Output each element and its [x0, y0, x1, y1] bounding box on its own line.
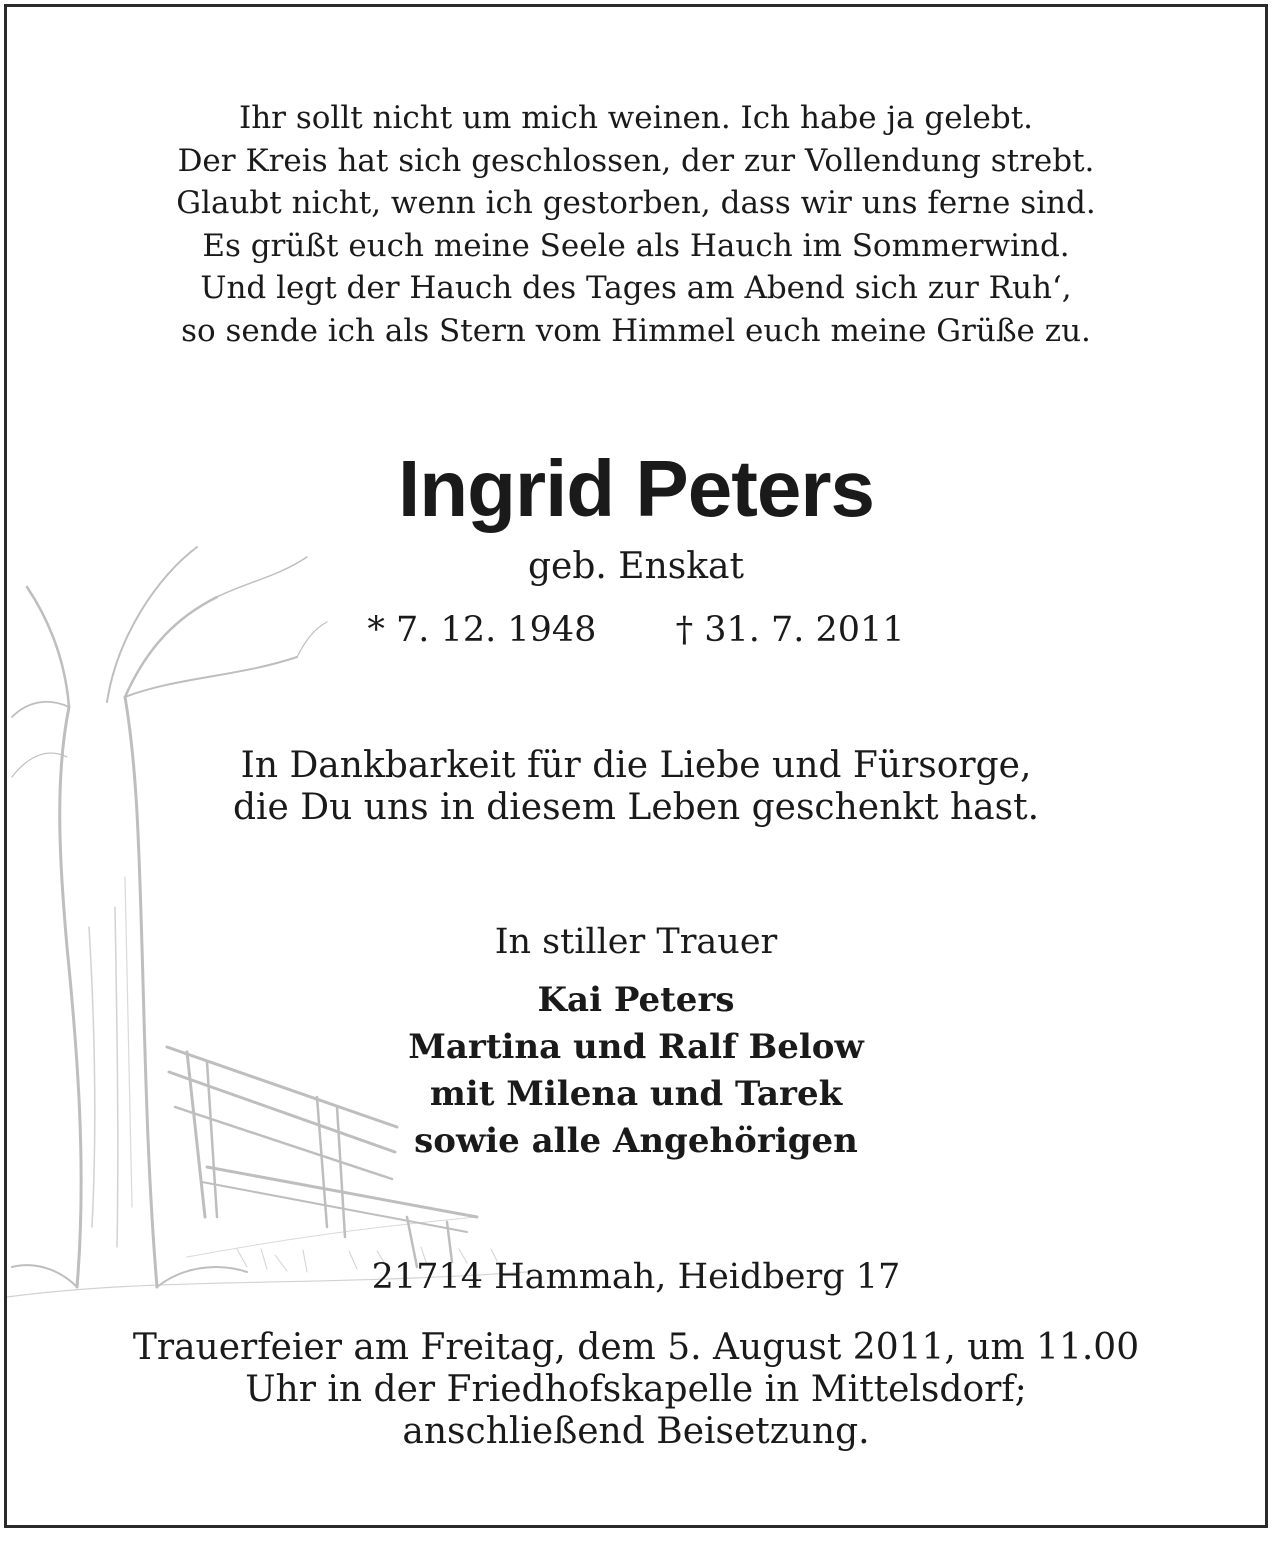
thanks-line: In Dankbarkeit für die Liebe und Fürsorge, — [240, 745, 1032, 786]
death-date: † 31. 7. 2011 — [675, 610, 905, 650]
poem-line: Ihr sollt nicht um mich weinen. Ich habe ja gelebt. — [238, 100, 1034, 136]
ceremony-line: Uhr in der Friedhofskapelle in Mittelsdorf; — [245, 1369, 1027, 1410]
poem — [7, 97, 1265, 352]
deceased-name: Ingrid Peters — [397, 444, 875, 533]
thanks-text — [7, 745, 1265, 829]
address: 21714 Hammah, Heidberg 17 — [371, 1257, 901, 1297]
poem-line: Glaubt nicht, wenn ich gestorben, dass wir uns ferne sind. — [176, 185, 1096, 221]
ceremony-info — [7, 1327, 1265, 1453]
poem-line: so sende ich als Stern vom Himmel euch meine Grüße zu. — [181, 312, 1091, 349]
poem-line: Es grüßt euch meine Seele als Hauch im Sommerwind. — [202, 227, 1070, 264]
poem-line: Und legt der Hauch des Tages am Abend sich zur Ruh‘, — [200, 270, 1072, 306]
mourner-name: sowie alle Angehörigen — [414, 1121, 858, 1161]
mourner-name: Kai Peters — [537, 980, 735, 1020]
thanks-line: die Du uns in diesem Leben geschenkt hast. — [232, 787, 1040, 828]
poem-line: Der Kreis hat sich geschlossen, der zur Vollendung strebt. — [177, 142, 1095, 179]
obituary-notice — [4, 4, 1268, 1528]
mourner-name: mit Milena und Tarek — [429, 1074, 843, 1114]
mourner-name: Martina und Ralf Below — [408, 1027, 864, 1067]
life-dates — [7, 607, 1265, 653]
ceremony-line: Trauerfeier am Freitag, dem 5. August 2011, um 11.00 — [132, 1327, 1140, 1368]
maiden-name: geb. Enskat — [528, 546, 744, 587]
birth-date: * 7. 12. 1948 — [367, 610, 597, 650]
ceremony-line: anschließend Beisetzung. — [402, 1411, 870, 1452]
mourners-list — [7, 977, 1265, 1165]
mourning-intro: In stiller Trauer — [494, 922, 778, 962]
